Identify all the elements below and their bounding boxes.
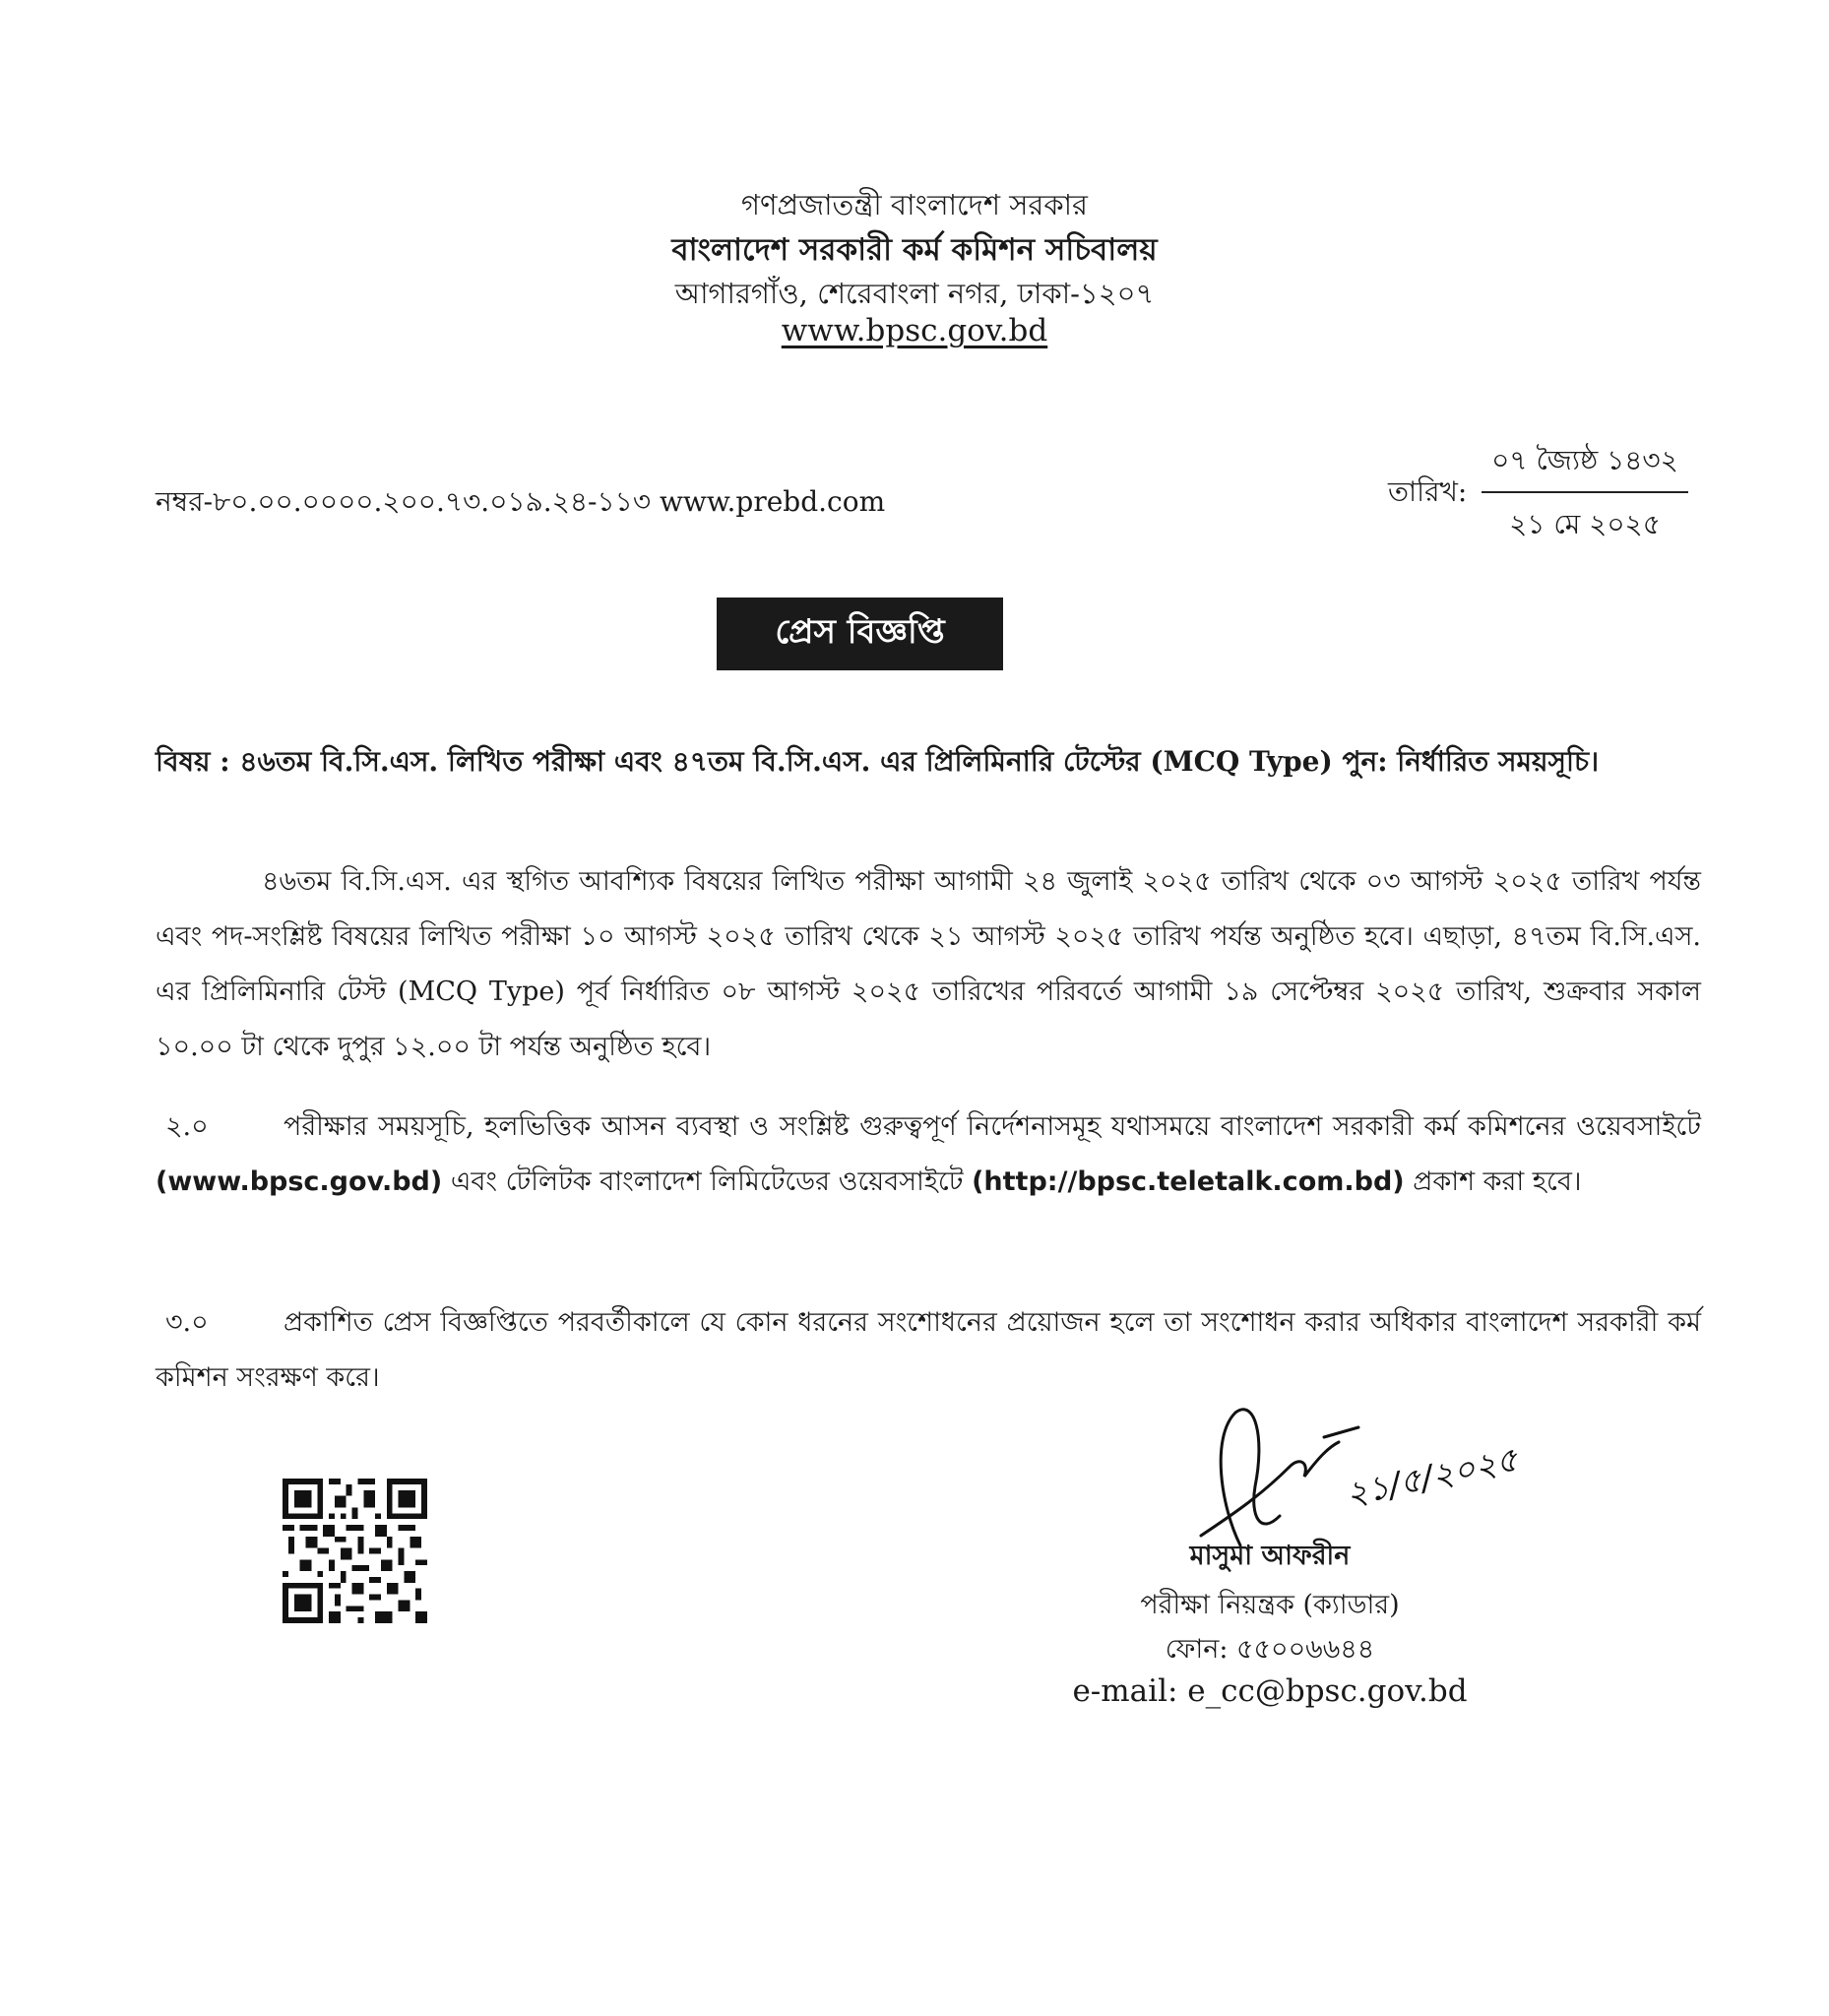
- header-website-link[interactable]: www.bpsc.gov.bd: [781, 313, 1048, 348]
- header-office: বাংলাদেশ সরকারী কর্ম কমিশন সচিবালয়: [671, 232, 1158, 268]
- paragraph-2-number: ২.০: [165, 1111, 209, 1142]
- signer-name: মাসুমা আফরীন: [1189, 1541, 1351, 1571]
- qr-code-icon: [283, 1479, 427, 1623]
- signature-date: ২১/৫/২০২৫: [1342, 1439, 1522, 1515]
- date-block: [1482, 439, 1688, 549]
- paragraph-2-text-a: পরীক্ষার সময়সূচি, হলভিত্তিক আসন ব্যবস্থা ও সংশ্লিষ্ট গুরুত্বপূর্ণ নির্দেশনাসমূহ যথাসময়ে বাংলাদেশ সরকারী কর্ম কমিশনের ওয়েবসাইটে: [284, 1111, 1701, 1142]
- header-address: আগারগাঁও, শেরেবাংলা নগর, ঢাকা-১২০৭: [674, 277, 1155, 310]
- date-english: ২১ মে ২০২৫: [1509, 508, 1661, 540]
- signer-designation: পরীক্ষা নিয়ন্ত্রক (ক্যাডার): [1140, 1590, 1400, 1620]
- memo-number: নম্বর-৮০.০০.০০০০.২০০.৭৩.০১৯.২৪-১১৩: [156, 485, 652, 518]
- signer-email-link[interactable]: e-mail: e_cc@bpsc.gov.bd: [1072, 1673, 1468, 1709]
- subject-line: বিষয় : ৪৬তম বি.সি.এস. লিখিত পরীক্ষা এবং ৪৭তম বি.সি.এস. এর প্রিলিমিনারি টেস্টের (MCQ Type) পুন: নির্ধারিত সময়সূচি।: [156, 745, 1600, 778]
- signer-phone: ফোন: ৫৫০০৬৬৪৪: [1165, 1634, 1375, 1665]
- watermark-site: www.prebd.com: [659, 485, 886, 518]
- paragraph-3-text: প্রকাশিত প্রেস বিজ্ঞপ্তিতে পরবর্তীকালে যে কোন ধরনের সংশোধনের প্রয়োজন হলে তা সংশোধন করার অধিকার বাংলাদেশ সরকারী কর্ম কমিশন সংরক্ষণ করে।: [156, 1307, 1701, 1393]
- bpsc-website-link[interactable]: (www.bpsc.gov.bd): [156, 1166, 443, 1197]
- paragraph-2-text-b: এবং টেলিটক বাংলাদেশ লিমিটেডের ওয়েবসাইটে: [450, 1166, 964, 1197]
- header-government: গণপ্রজাতন্ত্রী বাংলাদেশ সরকার: [740, 188, 1089, 221]
- paragraph-3-number: ৩.০: [165, 1307, 209, 1338]
- paragraph-1: ৪৬তম বি.সি.এস. এর স্থগিত আবশ্যিক বিষয়ের লিখিত পরীক্ষা আগামী ২৪ জুলাই ২০২৫ তারিখ থেকে ০৩ আগস্ট ২০২৫ তারিখ পর্যন্ত এবং পদ-সংশ্লিষ্ট বিষয়ের লিখিত পরীক্ষা ১০ আগস্ট ২০২৫ তারিখ থেকে ২১ আগস্ট ২০২৫ তারিখ পর্যন্ত অনুষ্ঠিত হবে। এছাড়া, ৪৭তম বি.সি.এস. এর প্রিলিমিনারি টেস্ট (MCQ Type) পূর্ব নির্ধারিত ০৮ আগস্ট ২০২৫ তারিখের পরিবর্তে আগামী ১৯ সেপ্টেম্বর ২০২৫ তারিখ, শুক্রবার সকাল ১০.০০ টা থেকে দুপুর ১২.০০ টা পর্যন্ত অনুষ্ঠিত হবে।: [156, 866, 1701, 1062]
- date-bangla: ০৭ জ্যৈষ্ঠ ১৪৩২: [1482, 439, 1688, 493]
- header-website-wrapper: [0, 313, 1829, 348]
- memo-number-line: [156, 480, 885, 527]
- press-release-title: প্রেস বিজ্ঞপ্তি: [717, 598, 1003, 670]
- paragraph-3: [156, 1295, 1701, 1406]
- teletalk-website-link[interactable]: (http://bpsc.teletalk.com.bd): [972, 1166, 1405, 1197]
- paragraph-2: [156, 1100, 1701, 1210]
- date-label: তারিখ:: [1388, 475, 1468, 508]
- signature-icon: [1162, 1398, 1522, 1555]
- paragraph-2-text-c: প্রকাশ করা হবে।: [1413, 1166, 1582, 1197]
